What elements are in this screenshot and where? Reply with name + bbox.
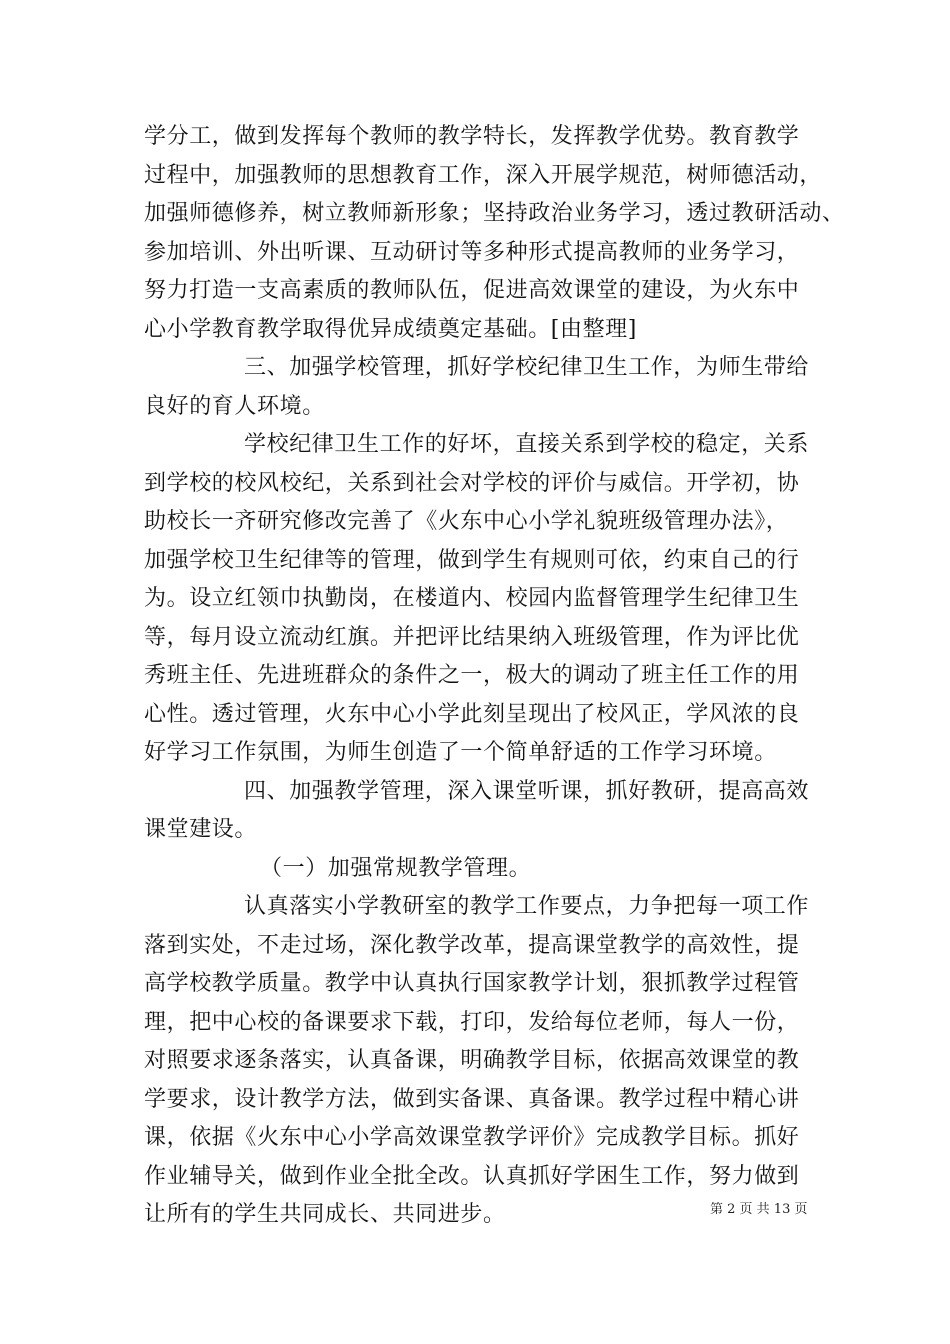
- body-text: [144, 118, 845, 1235]
- section-heading-4: 四、加强教学管理，深入课堂听课，抓好教研，提高高效: [244, 778, 810, 804]
- text-line: 心小学教育教学取得优异成绩奠定基础。[由整理]: [144, 316, 637, 342]
- subsection-heading: （一）加强常规教学管理。: [260, 855, 532, 881]
- text-line: 加强学校卫生纪律等的管理，做到学生有规则可依，约束自己的行: [144, 547, 800, 573]
- text-line: 课堂建设。: [144, 817, 258, 842]
- text-line: 等，每月设立流动红旗。并把评比结果纳入班级管理，作为评比优: [144, 624, 800, 650]
- text-line: 让所有的学生共同成长、共同进步。: [144, 1202, 506, 1227]
- text-line: 学分工，做到发挥每个教师的教学特长，发挥教学优势。教育教学: [144, 124, 800, 149]
- paragraph-start: 学校纪律卫生工作的好坏，直接关系到学校的稳定，关系: [244, 432, 810, 457]
- text-line: 秀班主任、先进班群众的条件之一，极大的调动了班主任工作的用: [144, 663, 800, 688]
- text-line: 良好的育人环境。: [144, 393, 325, 419]
- text-line: 心性。透过管理，火东中心小学此刻呈现出了校风正，学风浓的良: [144, 701, 800, 727]
- text-line: 对照要求逐条落实，认真备课，明确教学目标，依据高效课堂的教: [144, 1048, 800, 1073]
- text-line: 加强师德修养，树立教师新形象；坚持政治业务学习，透过教研活动、: [144, 201, 845, 226]
- text-line: 过程中，加强教师的思想教育工作，深入开展学规范，树师德活动，: [144, 162, 823, 188]
- paragraph-start: 认真落实小学教研室的教学工作要点，力争把每一项工作: [244, 894, 810, 919]
- text-line: 学要求，设计教学方法，做到实备课、真备课。教学过程中精心讲: [144, 1086, 800, 1112]
- text-line: 为。设立红领巾执勤岗，在楼道内、校园内监督管理学生纪律卫生: [144, 586, 800, 611]
- text-line: 努力打造一支高素质的教师队伍，促进高效课堂的建设，为火东中: [144, 278, 800, 303]
- text-line: 好学习工作氛围，为师生创造了一个简单舒适的工作学习环境。: [144, 740, 777, 765]
- section-heading-3: 三、加强学校管理，抓好学校纪律卫生工作，为师生带给: [244, 355, 810, 380]
- text-line: 到学校的校风校纪，关系到社会对学校的评价与威信。开学初，协: [144, 470, 800, 496]
- page-number: 第 2 页 共 13 页: [710, 1202, 808, 1217]
- text-line: 作业辅导关，做到作业全批全改。认真抓好学困生工作，努力做到: [144, 1163, 800, 1189]
- text-line: 理，把中心校的备课要求下载，打印，发给每位老师，每人一份，: [144, 1009, 800, 1035]
- text-line: 参加培训、外出听课、互动研讨等多种形式提高教师的业务学习，: [144, 239, 800, 265]
- text-line: 助校长一齐研究修改完善了《火东中心小学礼貌班级管理办法》，: [144, 509, 789, 534]
- text-line: 高学校教学质量。教学中认真执行国家教学计划，狠抓教学过程管: [144, 971, 800, 996]
- text-line: 落到实处，不走过场，深化教学改革，提高课堂教学的高效性，提: [144, 932, 800, 958]
- text-line: 课，依据《火东中心小学高效课堂教学评价》完成教学目标。抓好: [144, 1125, 800, 1150]
